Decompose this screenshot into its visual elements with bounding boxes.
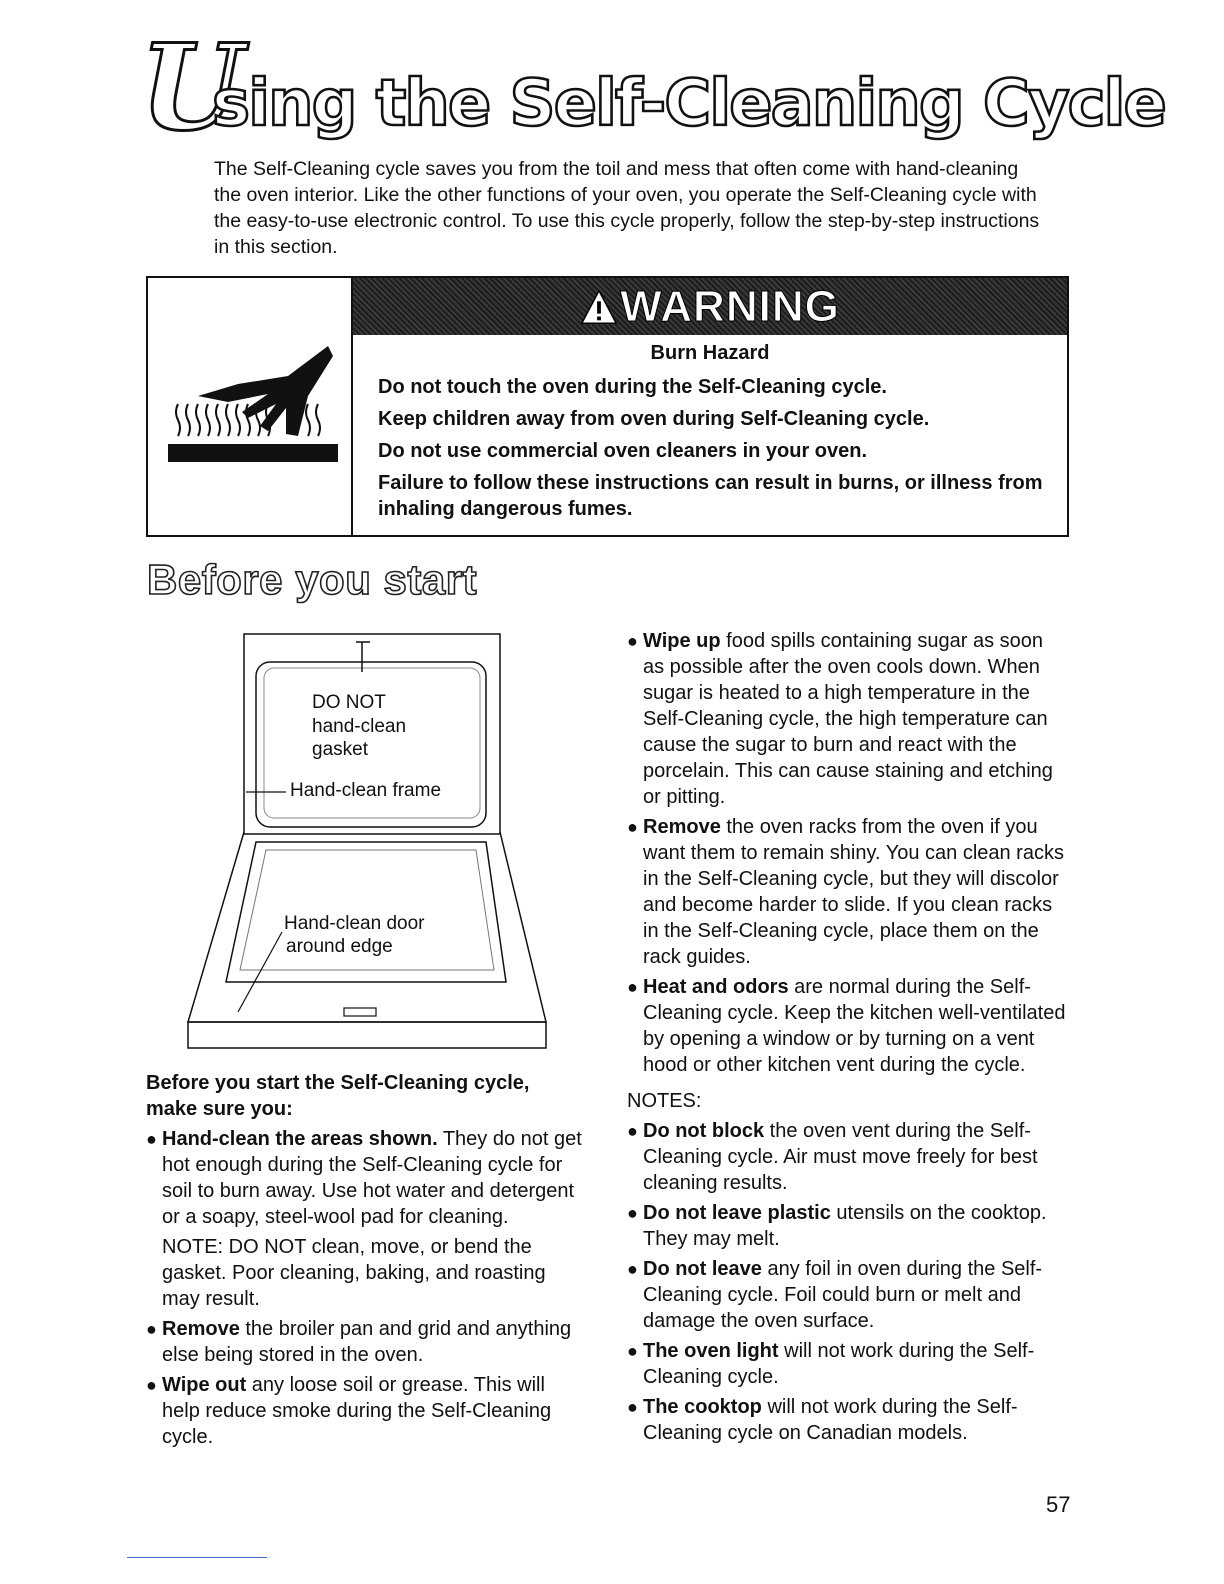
warning-line: Keep children away from oven during Self-Cleaning cycle.	[378, 408, 930, 430]
bullet-icon: ●	[146, 1319, 157, 1339]
item-text: any foil in oven during the Self-Cleaning cycle. Foil could burn or melt and damage the oven surface.	[643, 1258, 1043, 1332]
diagram-label-gasket: DO NOT	[312, 692, 386, 713]
page-number: 57	[1046, 1492, 1071, 1517]
item-bold: Remove	[162, 1318, 240, 1340]
left-lead: Before you start the Self-Cleaning cycle, make sure you:	[146, 1072, 530, 1120]
list-item	[146, 1316, 586, 1368]
item-text: the oven vent during the Self-Cleaning cycle. Air must move freely for best cleaning results.	[643, 1120, 1038, 1194]
bullet-icon: ●	[627, 1259, 638, 1279]
bullet-icon: ●	[627, 1397, 638, 1417]
note-label: NOTE:	[162, 1236, 224, 1258]
warning-triangle-icon	[580, 288, 618, 326]
bullet-icon: ●	[146, 1129, 157, 1149]
list-item	[627, 974, 1067, 1078]
list-item	[627, 1338, 1067, 1390]
warning-hazard-title: Burn Hazard	[650, 342, 770, 364]
item-text: food spills containing sugar as soon as possible after the oven cools down. When sugar is heated to a high temperature in the Self-Cleaning cycle, the high temperature can cause the sugar to burn and react with the porcelain. This can cause staining and etching or pitting.	[643, 630, 1053, 808]
list-item	[627, 1200, 1067, 1252]
list-item	[627, 1394, 1067, 1446]
item-bold: Heat and odors	[643, 976, 789, 998]
item-bold: Do not leave	[643, 1258, 762, 1280]
footer-rule	[127, 1557, 267, 1558]
item-text: the broiler pan and grid and anything else being stored in the oven.	[162, 1318, 572, 1366]
item-text: utensils on the cooktop. They may melt.	[643, 1202, 1047, 1250]
item-text: are normal during the Self-Cleaning cycle. Keep the kitchen well-ventilated by opening a window or by turning on a vent hood or other kitchen vent during the cycle.	[643, 976, 1066, 1076]
item-bold: Wipe out	[162, 1374, 247, 1396]
item-text: any loose soil or grease. This will help reduce smoke during the Self-Cleaning cycle.	[162, 1374, 552, 1448]
warning-line: Do not use commercial oven cleaners in your oven.	[378, 440, 868, 462]
list-item	[627, 628, 1067, 810]
burn-hazard-hand-icon	[168, 336, 338, 466]
warning-lines	[378, 374, 1058, 528]
note	[146, 1234, 586, 1312]
section-heading: Before you start	[147, 556, 478, 603]
diagram-label-gasket: gasket	[312, 739, 368, 760]
notes-heading: NOTES:	[627, 1090, 702, 1112]
note-text: DO NOT clean, move, or bend the gasket. Poor cleaning, baking, and roasting may result.	[162, 1236, 546, 1310]
bullet-icon: ●	[146, 1375, 157, 1395]
warning-line: Do not touch the oven during the Self-Cleaning cycle.	[378, 376, 887, 398]
warning-line: Failure to follow these instructions can result in burns, or illness from inhaling dangerous fumes.	[378, 472, 1043, 520]
item-bold: Wipe up	[643, 630, 721, 652]
title-drop-cap: U	[140, 18, 239, 157]
bullet-icon: ●	[627, 1121, 638, 1141]
warning-box	[146, 276, 1069, 537]
list-item	[627, 1256, 1067, 1334]
list-item	[627, 1118, 1067, 1196]
list-item	[146, 1126, 586, 1230]
page-title	[140, 18, 1165, 157]
item-bold: Do not block	[643, 1120, 765, 1142]
bullet-icon: ●	[627, 817, 638, 837]
left-column	[146, 1070, 586, 1454]
bullet-icon: ●	[627, 1341, 638, 1361]
item-bold: The oven light	[643, 1340, 779, 1362]
item-text: will not work during the Self-Cleaning cycle.	[643, 1340, 1035, 1388]
item-text: will not work during the Self-Cleaning cycle on Canadian models.	[643, 1396, 1018, 1444]
diagram-label-door: around edge	[286, 936, 393, 957]
item-bold: The cooktop	[643, 1396, 762, 1418]
list-item	[146, 1372, 586, 1450]
item-text: the oven racks from the oven if you want them to remain shiny. You can clean racks in the Self-Cleaning cycle, but they will discolor and become harder to slide. If you clean racks in the Self-Cleaning cycle, place them on the rack guides.	[643, 816, 1064, 968]
title-text: sing the Self-Cleaning Cycle	[212, 67, 1165, 141]
intro-paragraph: The Self-Cleaning cycle saves you from the toil and mess that often come with hand-cleaning the oven interior. Like the other functions of your oven, you operate the Self-Cleaning cycle with the easy-to-use electronic control. To use this cycle properly, follow the step-by-step instructions in this section.	[214, 158, 1040, 258]
right-column	[627, 628, 1067, 1450]
list-item	[627, 814, 1067, 970]
item-bold: Hand-clean the areas shown.	[162, 1128, 438, 1150]
item-text: They do not get hot enough during the Self-Cleaning cycle for soil to burn away. Use hot water and detergent or a soapy, steel-wool pad for cleaning.	[162, 1128, 582, 1228]
oven-door-diagram	[186, 632, 550, 1064]
bullet-icon: ●	[627, 977, 638, 997]
warning-banner	[353, 278, 1067, 335]
item-bold: Remove	[643, 816, 721, 838]
bullet-icon: ●	[627, 631, 638, 651]
diagram-label-door: Hand-clean door	[284, 913, 425, 934]
diagram-label-frame: Hand-clean frame	[290, 780, 442, 801]
diagram-label-gasket: hand-clean	[312, 716, 407, 737]
warning-banner-text: WARNING	[620, 281, 840, 331]
item-bold: Do not leave plastic	[643, 1202, 831, 1224]
bullet-icon: ●	[627, 1203, 638, 1223]
